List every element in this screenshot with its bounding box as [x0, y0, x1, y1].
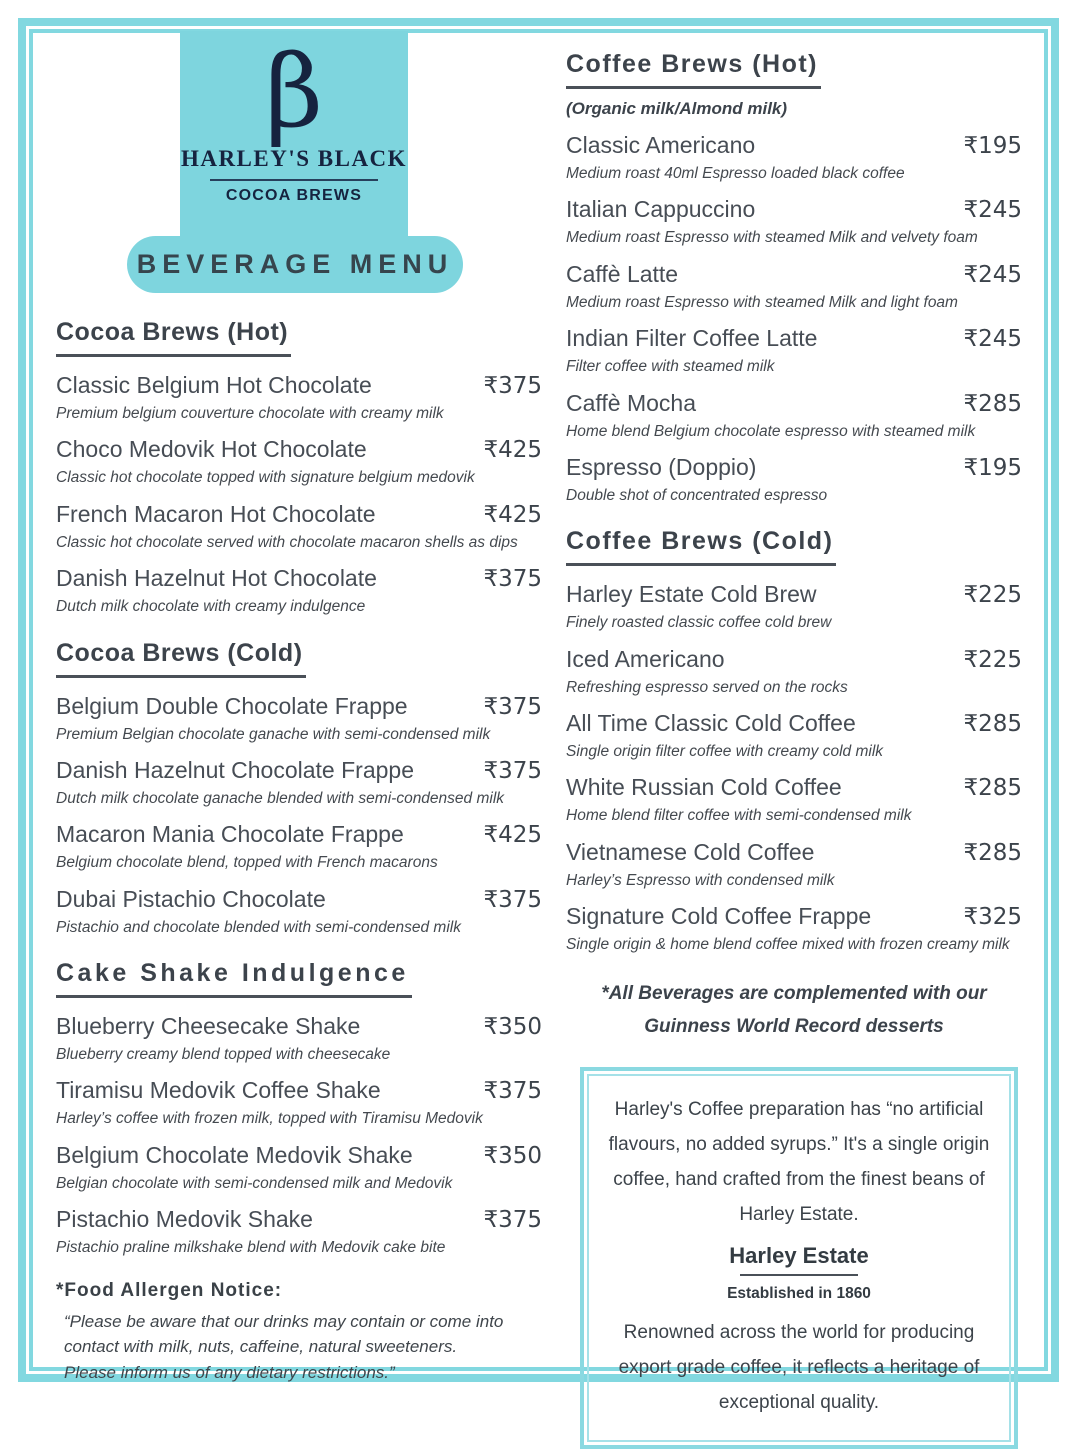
menu-item — [566, 390, 1022, 441]
menu-item — [566, 710, 1022, 761]
section-title: Cake Shake Indulgence — [56, 959, 412, 998]
section-coffee-brews-hot — [566, 50, 1022, 505]
menu-item — [566, 774, 1022, 825]
beta-logo-icon: β — [265, 33, 323, 150]
item-description: Pistachio and chocolate blended with semi-condensed milk — [56, 918, 461, 936]
item-price: ₹195 — [963, 133, 1022, 159]
menu-item — [56, 1013, 542, 1064]
item-price: ₹285 — [963, 839, 1022, 866]
item-description: Blueberry creamy blend topped with cheesecake — [56, 1046, 391, 1063]
item-name: Caffè Latte — [566, 260, 679, 287]
section-title: Coffee Brews (Cold) — [566, 527, 836, 566]
item-description: Harley’s Espresso with condensed milk — [566, 871, 835, 889]
item-name: Dubai Pistachio Chocolate — [56, 885, 326, 912]
brand-divider — [210, 179, 378, 181]
menu-item — [566, 325, 1022, 376]
item-name: Belgium Double Chocolate Frappe — [56, 692, 408, 719]
section-items — [566, 581, 1022, 954]
item-name: Caffè Mocha — [566, 389, 696, 416]
item-description: Home blend filter coffee with semi-condensed milk — [566, 807, 912, 825]
item-description: Belgian chocolate with semi-condensed milk and Medovik — [56, 1174, 453, 1192]
item-price: ₹375 — [483, 757, 542, 784]
right-column — [566, 50, 1022, 1449]
item-name: Indian Filter Coffee Latte — [566, 325, 818, 352]
menu-item — [56, 1077, 542, 1128]
brand-logo — [180, 31, 408, 236]
section-coffee-brews-cold — [566, 527, 1022, 954]
estate-established: Established in 1860 — [727, 1284, 871, 1302]
estate-outro-text: Renowned across the world for producing export grade coffee, it reflects a heritage of exceptional quality. — [618, 1321, 980, 1413]
item-description: Home blend Belgium chocolate espresso with steamed milk — [566, 422, 976, 440]
item-price: ₹285 — [963, 775, 1022, 802]
menu-item — [56, 757, 542, 808]
item-price: ₹285 — [963, 711, 1022, 737]
item-price: ₹350 — [483, 1142, 542, 1169]
menu-item — [566, 839, 1022, 890]
item-price: ₹195 — [963, 454, 1022, 481]
item-price: ₹245 — [963, 326, 1022, 353]
food-allergen-notice — [56, 1280, 542, 1386]
item-name: Vietnamese Cold Coffee — [566, 838, 815, 865]
section-subtitle: (Organic milk/Almond milk) — [566, 99, 788, 118]
section-cocoa-brews-hot — [56, 318, 542, 617]
item-name: Tiramisu Medovik Coffee Shake — [56, 1077, 381, 1104]
item-description: Pistachio praline milkshake blend with Medovik cake bite — [56, 1239, 446, 1257]
item-price: ₹375 — [483, 1207, 542, 1234]
section-items — [56, 372, 542, 617]
menu-item — [56, 565, 542, 616]
item-description: Dutch milk chocolate ganache blended with semi-condensed milk — [56, 789, 505, 807]
allergen-body: “Please be aware that our drinks may contain or come into contact with milk, nuts, caffeine, natural sweeteners. Please inform us of any dietary restrictions.” — [64, 1311, 504, 1382]
menu-item — [566, 196, 1022, 247]
item-description: Premium Belgian chocolate ganache with semi-condensed milk — [56, 725, 491, 743]
item-description: Classic hot chocolate served with chocolate macaron shells as dips — [56, 533, 518, 551]
item-name: Danish Hazelnut Chocolate Frappe — [56, 756, 414, 783]
item-description: Premium belgium couverture chocolate with creamy milk — [56, 405, 444, 422]
section-cocoa-brews-cold — [56, 639, 542, 938]
item-price: ₹375 — [483, 1078, 542, 1105]
menu-item — [566, 646, 1022, 697]
estate-title-underline — [740, 1274, 858, 1276]
menu-item — [56, 821, 542, 872]
item-description: Medium roast Espresso with steamed Milk and velvety foam — [566, 229, 978, 247]
section-title: Cocoa Brews (Hot) — [56, 318, 291, 357]
item-price: ₹325 — [963, 904, 1022, 931]
menu-item — [566, 132, 1022, 183]
section-title: Coffee Brews (Hot) — [566, 50, 821, 89]
item-name: All Time Classic Cold Coffee — [566, 710, 856, 736]
item-name: Danish Hazelnut Hot Chocolate — [56, 565, 377, 592]
beverage-note: *All Beverages are complemented with our Guinness World Record desserts — [601, 982, 987, 1037]
menu-item — [56, 1142, 542, 1193]
menu-item — [56, 1206, 542, 1257]
item-price: ₹245 — [963, 197, 1022, 224]
harley-estate-box — [580, 1067, 1018, 1449]
brand-name: HARLEY'S BLACK — [180, 146, 408, 171]
menu-banner — [127, 236, 463, 293]
section-items — [566, 132, 1022, 505]
item-description: Single origin & home blend coffee mixed with frozen creamy milk — [566, 936, 1010, 954]
item-name: White Russian Cold Coffee — [566, 774, 842, 801]
menu-item — [56, 372, 542, 423]
item-price: ₹425 — [483, 501, 542, 528]
left-column — [56, 318, 542, 1385]
item-price: ₹425 — [483, 822, 542, 849]
item-description: Filter coffee with steamed milk — [566, 358, 775, 376]
item-price: ₹375 — [483, 566, 542, 593]
item-name: Choco Medovik Hot Chocolate — [56, 436, 367, 463]
harley-estate-box-inner — [587, 1074, 1011, 1442]
item-name: Signature Cold Coffee Frappe — [566, 903, 872, 930]
menu-item — [56, 693, 542, 744]
item-price: ₹225 — [963, 646, 1022, 673]
item-description: Dutch milk chocolate with creamy indulgence — [56, 598, 366, 616]
menu-item — [566, 261, 1022, 312]
menu-item — [56, 501, 542, 552]
section-cake-shake-indulgence — [56, 959, 542, 1258]
item-name: Classic Americano — [566, 132, 756, 158]
item-description: Classic hot chocolate topped with signature belgium medovik — [56, 469, 475, 487]
item-price: ₹425 — [483, 437, 542, 464]
item-name: Blueberry Cheesecake Shake — [56, 1013, 361, 1039]
item-price: ₹375 — [483, 373, 542, 399]
item-description: Double shot of concentrated espresso — [566, 486, 828, 504]
item-name: Belgium Chocolate Medovik Shake — [56, 1141, 413, 1168]
item-price: ₹375 — [483, 693, 542, 720]
item-name: Pistachio Medovik Shake — [56, 1206, 313, 1233]
estate-title: Harley Estate — [729, 1242, 869, 1268]
item-price: ₹245 — [963, 261, 1022, 288]
item-description: Medium roast Espresso with steamed Milk and light foam — [566, 293, 958, 311]
item-price: ₹285 — [963, 390, 1022, 417]
allergen-title: *Food Allergen Notice: — [56, 1279, 283, 1301]
menu-banner-title: BEVERAGE MENU — [136, 249, 454, 279]
item-price: ₹375 — [483, 886, 542, 913]
section-title: Cocoa Brews (Cold) — [56, 639, 306, 678]
item-name: French Macaron Hot Chocolate — [56, 500, 376, 527]
item-name: Classic Belgium Hot Chocolate — [56, 372, 372, 398]
estate-intro-text: Harley's Coffee preparation has “no artificial flavours, no added syrups.” It's a single origin coffee, hand crafted from the finest beans of Harley Estate. — [608, 1099, 990, 1226]
item-price: ₹225 — [963, 582, 1022, 609]
item-description: Medium roast 40ml Espresso loaded black coffee — [566, 165, 905, 182]
section-items — [56, 693, 542, 938]
item-description: Refreshing espresso served on the rocks — [566, 678, 848, 696]
menu-item — [56, 436, 542, 487]
menu-item — [566, 903, 1022, 954]
menu-item — [566, 454, 1022, 505]
item-name: Espresso (Doppio) — [566, 453, 757, 480]
item-description: Belgium chocolate blend, topped with French macarons — [56, 854, 438, 872]
item-name: Italian Cappuccino — [566, 196, 756, 223]
item-description: Finely roasted classic coffee cold brew — [566, 614, 832, 632]
item-name: Harley Estate Cold Brew — [566, 581, 817, 608]
item-description: Single origin filter coffee with creamy cold milk — [566, 743, 884, 760]
item-name: Macaron Mania Chocolate Frappe — [56, 821, 404, 848]
item-description: Harley’s coffee with frozen milk, topped with Tiramisu Medovik — [56, 1110, 483, 1128]
menu-item — [566, 581, 1022, 632]
section-items — [56, 1013, 542, 1258]
item-price: ₹350 — [483, 1014, 542, 1040]
brand-subtitle: COCOA BREWS — [225, 187, 363, 204]
menu-item — [56, 886, 542, 937]
item-name: Iced Americano — [566, 645, 725, 672]
